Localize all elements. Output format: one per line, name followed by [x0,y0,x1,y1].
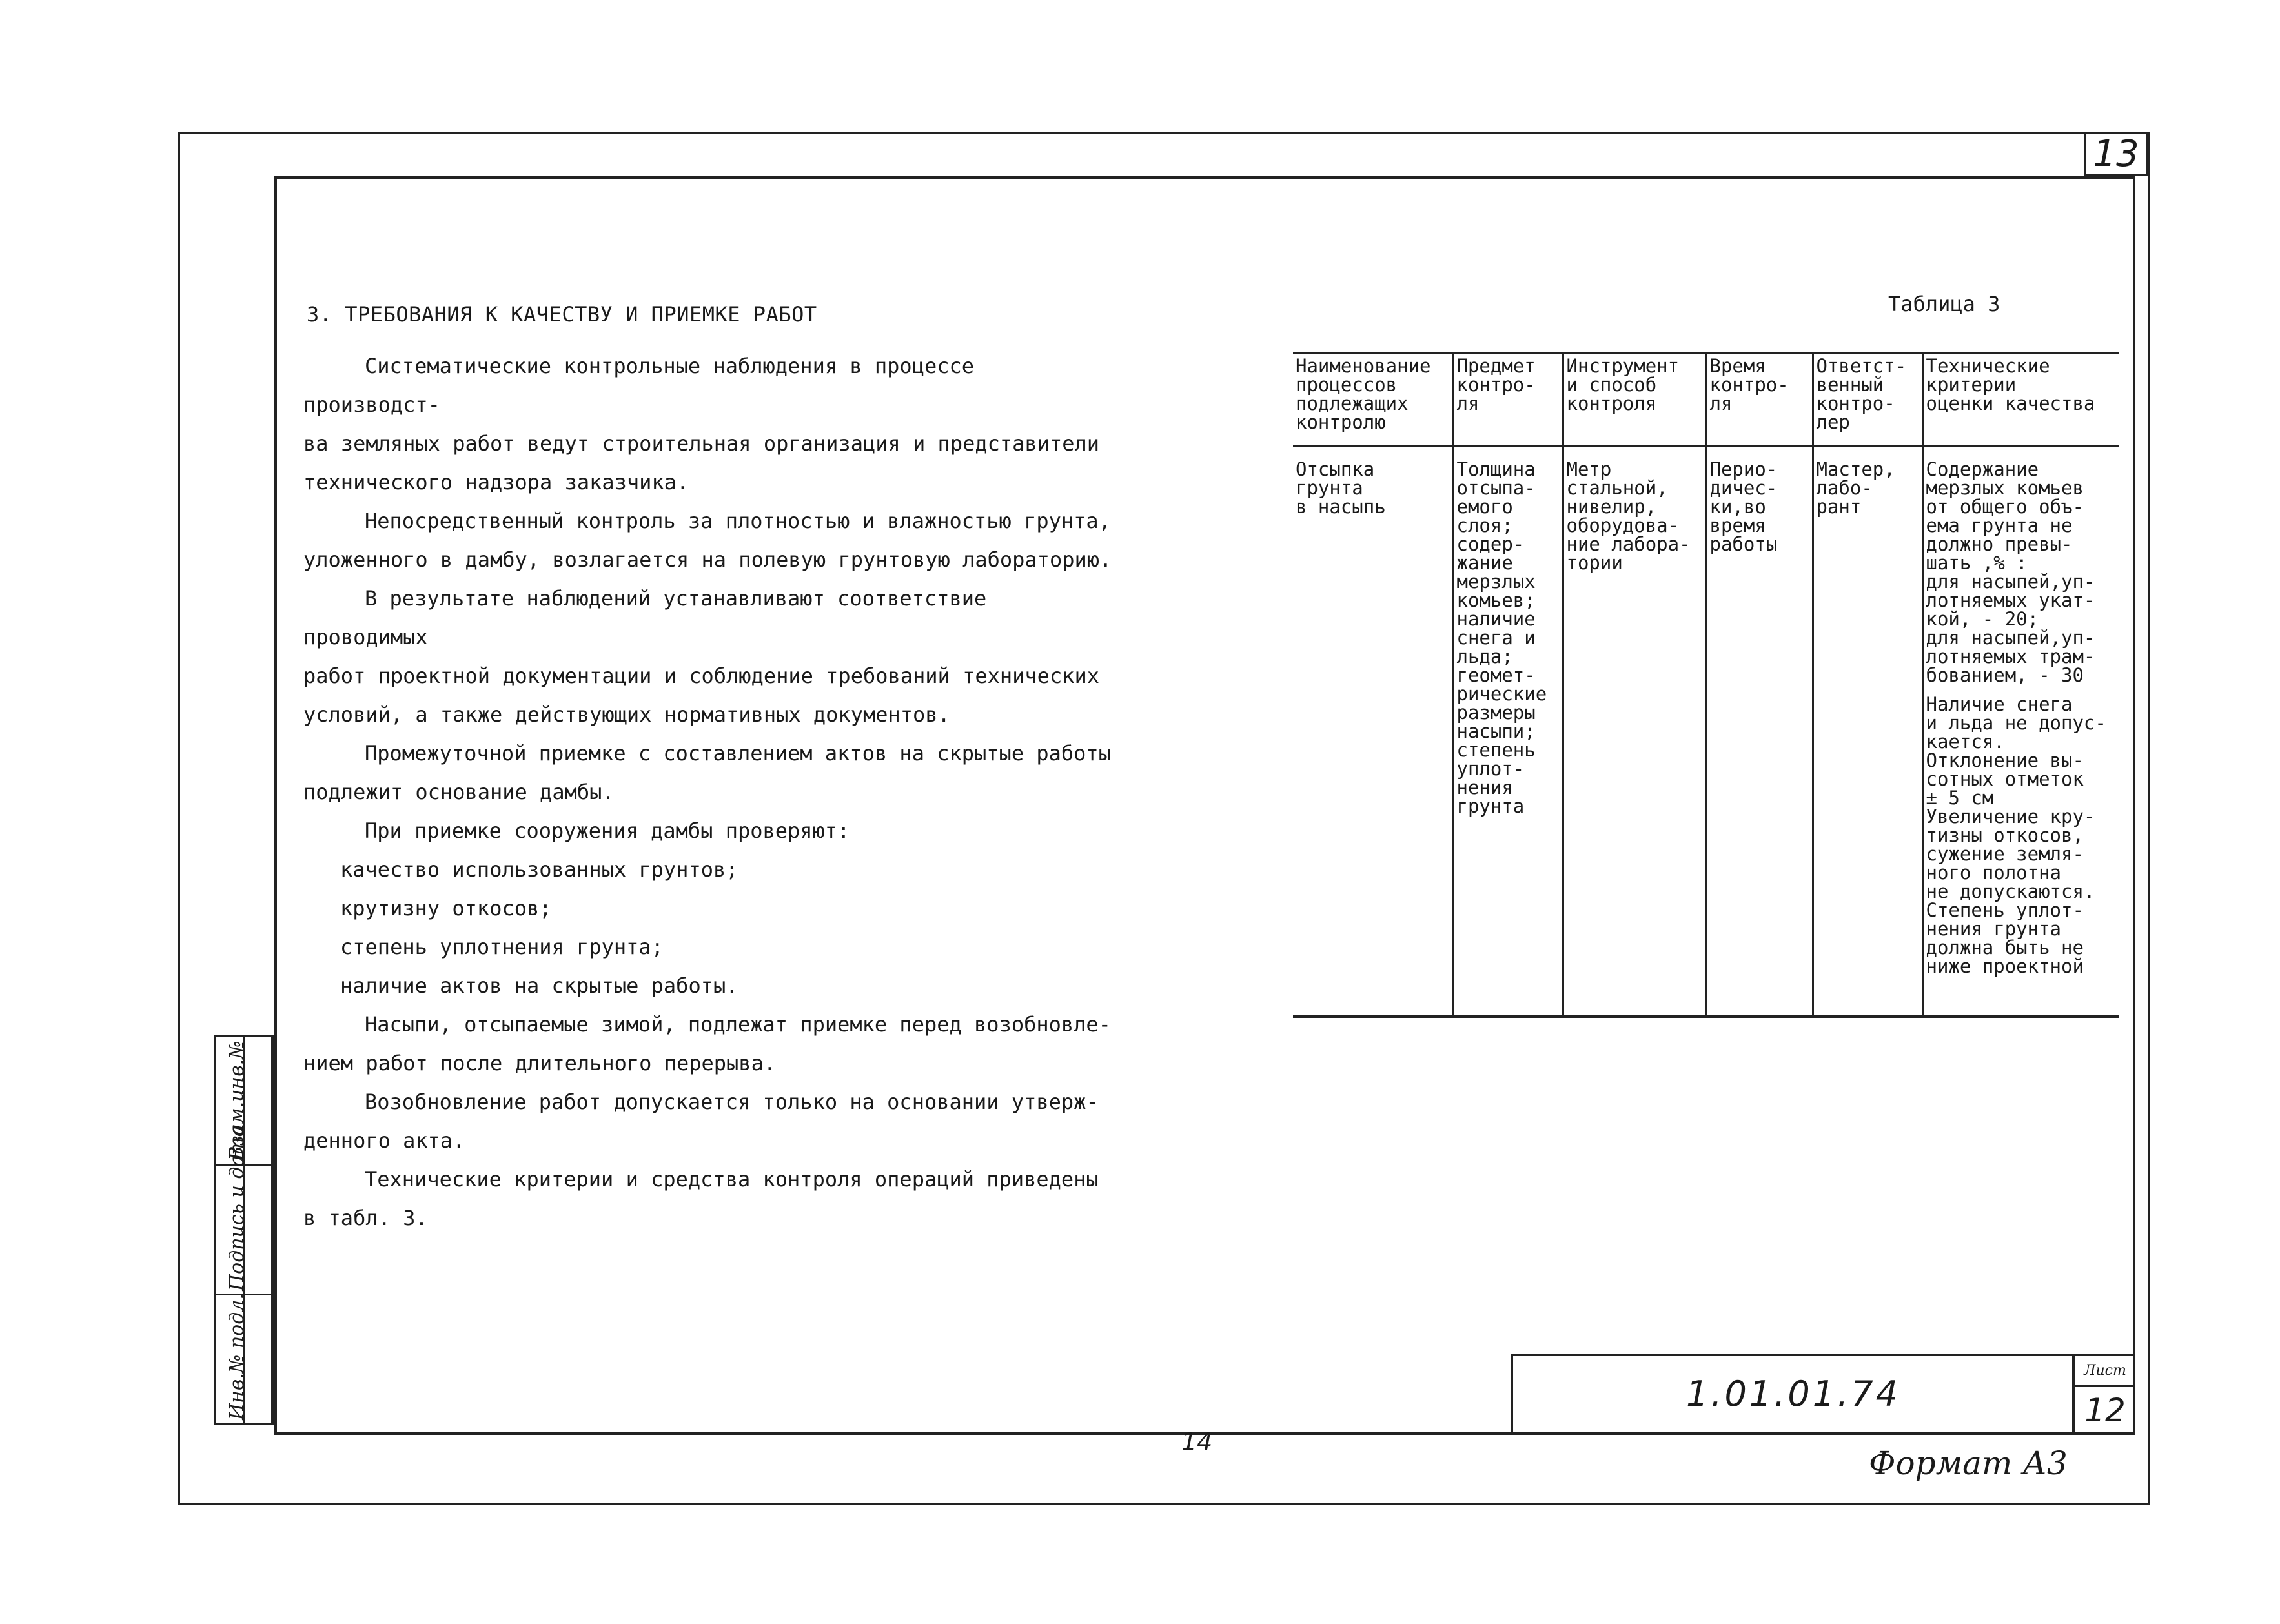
cell-time: Перио- дичес- ки,во время работы [1706,447,1813,1017]
body-line: ва земляных работ ведут строительная организация и представители [303,431,1099,456]
document-code: 1.01.01.74 [1686,1374,1900,1414]
table-caption: Таблица 3 [1888,292,2000,316]
body-line: Промежуточной приемке с составлением актов на скрытые работы [365,741,1111,766]
body-line: Возобновление работ допускается только на основании утверж- [365,1090,1099,1114]
strip-label: Подпись и дата [225,1125,249,1291]
format-note: Формат А3 [1869,1445,2068,1482]
body-line: Насыпи, отсыпаемые зимой, подлежат приемке перед возобновле- [365,1012,1111,1037]
table-header-row [1293,353,2119,447]
strip-label: Инв.№ подл. [225,1294,249,1421]
body-line: В результате наблюдений устанавливают соответствие проводимых [303,586,987,649]
title-block [1511,1354,2135,1435]
quality-control-table [1293,352,2119,1018]
approval-strip [214,1035,274,1425]
cell-criteria [1922,447,2119,1017]
body-line: При приемке сооружения дамбы проверяют: [365,818,850,843]
cell-process: Отсыпка грунта в насыпь [1296,458,1386,518]
page-number: 14 [1181,1428,1213,1456]
sheet-number: 13 [2084,132,2148,176]
sheet-cell [2072,1356,2135,1435]
body-line: подлежит основание дамбы. [303,780,615,804]
body-line: нием работ после длительного перерыва. [303,1051,777,1075]
sheet-label: Лист [2075,1356,2135,1387]
header-controller: Ответст- венный контро- лер [1813,353,1922,447]
cell-subject: Толщина отсыпа- емого слоя; содер- жание мерзлых комьев; наличие снега и льда; геомет- рические размеры насыпи; степень уплот- нения грунта [1453,447,1563,1017]
table-row [1293,447,2119,1017]
strip-cell-signature [216,1125,272,1295]
body-line: крутизну откосов; [340,896,552,920]
body-line: Технические критерии и средства контроля операций приведены [365,1167,1099,1192]
criteria-paragraph: Содержание мерзлых комьев от общего объ- ема грунта не должно превы- шать ,% : для насыпей,уп- лотняемых укат- кой, - 20; для насыпей,уп- лотняемых трам- бованием, - 30 [1926,458,2095,686]
header-time: Время контро- ля [1706,353,1813,447]
body-line: степень уплотнения грунта; [340,935,664,959]
header-instrument: Инструмент и способ контроля [1563,353,1706,447]
body-line: денного акта. [303,1128,465,1153]
body-line: технического надзора заказчика. [303,470,689,494]
strip-cell-original [216,1295,272,1423]
cell-controller: Мастер, лабо- рант [1813,447,1922,1017]
strip-label: Взам.инв.№ [225,1040,249,1161]
header-criteria: Технические критерии оценки качества [1922,353,2119,447]
body-line: работ проектной документации и соблюдение требований технических [303,664,1099,688]
body-line: качество использованных грунтов; [340,857,738,882]
body-line: Непосредственный контроль за плотностью и влажностью грунта, [365,509,1111,533]
criteria-paragraph: Наличие снега и льда не допус- кается. Отклонение вы- сотных отметок ± 5 см Увеличение кру- тизны откосов, сужение земля- ного полотна не допускаются. Степень уплот- нения грунта должна быть не ниже проектной [1926,693,2106,977]
body-line: в табл. 3. [303,1206,428,1230]
body-line: условий, а также действующих нормативных документов. [303,702,950,727]
header-process: Наименование процессов подлежащих контролю [1296,355,1431,433]
cell-instrument: Метр стальной, нивелир, оборудова- ние лабора- тории [1563,447,1706,1017]
body-line: Систематические контрольные наблюдения в процессе производст- [303,354,975,417]
body-line: наличие актов на скрытые работы. [340,973,738,998]
sheet-page-number: 12 [2084,1392,2126,1429]
section-heading: 3. ТРЕБОВАНИЯ К КАЧЕСТВУ И ПРИЕМКЕ РАБОТ [307,302,817,327]
body-line: уложенного в дамбу, возлагается на полевую грунтовую лабораторию. [303,547,1112,572]
header-subject: Предмет контро- ля [1453,353,1563,447]
body-text [303,347,1117,1237]
